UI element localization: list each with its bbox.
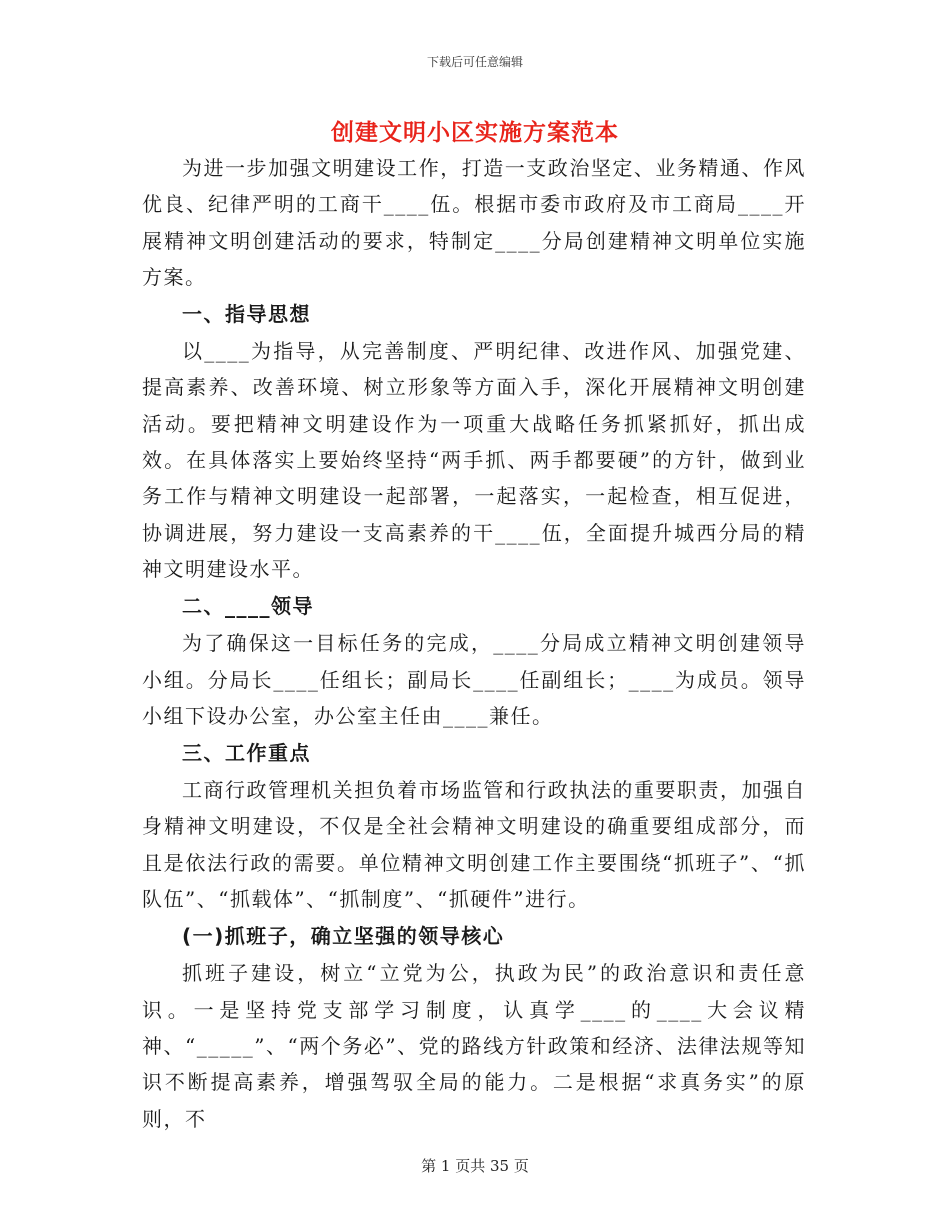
section-heading-leadership: 二、____领导 [182, 594, 314, 619]
section-heading-guiding-thought: 一、指导思想 [182, 302, 311, 327]
leadership-paragraph: 为了确保这一目标任务的完成，____分局成立精神文明创建领导小组。分局长____任组长；副局长____任副组长；____为成员。领导小组下设办公室，办公室主任由____兼任。 [142, 631, 806, 728]
subsection-heading-leadership-core: (一)抓班子，确立坚强的领导核心 [182, 924, 505, 949]
intro-paragraph: 为进一步加强文明建设工作，打造一支政治坚定、业务精通、作风优良、纪律严明的工商干____伍。根据市委市政府及市工商局____开展精神文明创建活动的要求，特制定____分局创建精神文明单位实施方案。 [142, 156, 806, 289]
work-focus-paragraph: 工商行政管理机关担负着市场监管和行政执法的重要职责，加强自身精神文明建设，不仅是全社会精神文明建设的确重要组成部分，而且是依法行政的需要。单位精神文明创建工作主要围绕“抓班子”、“抓队伍”、“抓载体”、“抓制度”、“抓硬件”进行。 [142, 778, 806, 912]
document-title: 创建文明小区实施方案范本 [331, 119, 619, 146]
guiding-thought-paragraph: 以____为指导，从完善制度、严明纪律、改进作风、加强党建、提高素养、改善环境、树立形象等方面入手，深化开展精神文明创建活动。要把精神文明建设作为一项重大战略任务抓紧抓好，抓出成效。在具体落实上要始终坚持“两手抓、两手都要硬”的方针，做到业务工作与精神文明建设一起部署，一起落实，一起检查，相互促进，协调进展，努力建设一支高素养的干____伍，全面提升城西分局的精神文明建设水平。 [142, 339, 806, 581]
leadership-core-paragraph: 抓班子建设，树立“立党为公，执政为民”的政治意识和责任意识。一是坚持党支部学习制度，认真学____的____大会议精神、“_____”、“两个务必”、党的路线方针政策和经济、法律法规等知识不断提高素养，增强驾驭全局的能力。二是根据“求真务实”的原则，不 [142, 961, 806, 1131]
section-heading-work-focus: 三、工作重点 [182, 741, 311, 766]
header-note: 下载后可任意编辑 [426, 55, 523, 69]
page-footer: 第 1 页共 35 页 [421, 1157, 529, 1175]
document-body [142, 150, 806, 1137]
